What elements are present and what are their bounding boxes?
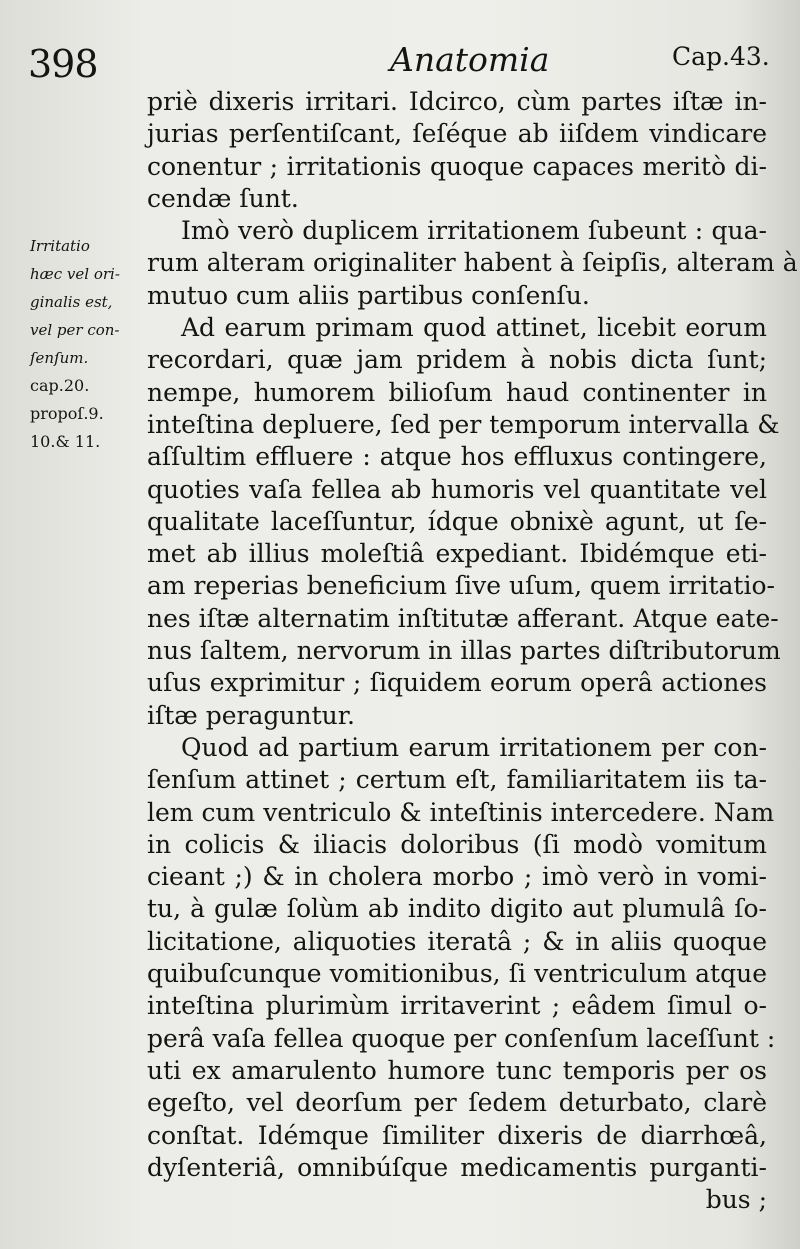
text-line: uſus exprimitur ; ſiquidem eorum operâ actiones — [147, 668, 767, 698]
margin-note-line: ginalis est, — [30, 293, 113, 311]
text-line: quoties vaſa fellea ab humoris vel quantitate vel — [147, 474, 767, 504]
text-line: aſſultim effluere : atque hos effluxus contingere, — [147, 442, 767, 472]
text-line: Imò verò duplicem irritationem ſubeunt : qua- — [181, 216, 767, 246]
text-line: qualitate laceſſuntur, ídque obnixè agunt, ut ſe- — [147, 506, 767, 536]
text-line: iſtæ peraguntur. — [147, 700, 355, 730]
text-line: dyſenteriâ, omnibúſque medicamentis purganti- — [147, 1152, 767, 1182]
text-line: rum alteram originaliter habent à ſeipſis, alteram à — [147, 248, 798, 278]
text-line: met ab illius moleſtiâ expediant. Ibidémque eti- — [147, 539, 767, 569]
text-line: perâ vaſa fellea quoque per conſenſum laceſſunt : — [147, 1023, 776, 1053]
margin-note-line: vel per con- — [30, 321, 120, 339]
text-line: conentur ; irritationis quoque capaces meritò di- — [147, 151, 767, 181]
text-line: ſenſum attinet ; certum eſt, familiaritatem iis ta- — [147, 765, 767, 795]
text-line: am reperias beneficium ſive uſum, quem irritatio- — [147, 571, 775, 601]
text-line: recordari, quæ jam pridem à nobis dicta ſunt; — [147, 345, 767, 375]
margin-note-line: Irritatio — [30, 237, 90, 255]
text-line: Quod ad partium earum irritationem per con- — [181, 732, 767, 762]
text-line: nes iſtæ alternatim inſtitutæ afferant. Atque eate- — [147, 603, 779, 633]
text-line: quibuſcunque vomitionibus, ſi ventriculum atque — [147, 959, 767, 989]
text-line: nus ſaltem, nervorum in illas partes diſtributorum — [147, 636, 781, 666]
text-line: uti ex amarulento humore tunc temporis per os — [147, 1055, 767, 1085]
running-title: Anatomia — [390, 40, 550, 79]
text-line: inteſtina plurimùm irritaverint ; eâdem ſimul o- — [147, 991, 767, 1021]
text-line: conſtat. Idémque ſimiliter dixeris de diarrhœâ, — [147, 1120, 767, 1150]
chapter-label: Cap.43. — [672, 42, 770, 71]
margin-note-line: ſenſum. — [30, 349, 89, 367]
text-line: egeſto, vel deorſum per ſedem deturbato, clarè — [147, 1088, 767, 1118]
text-line: tu, à gulæ ſolùm ab indito digito aut plumulâ ſo- — [147, 894, 767, 924]
margin-note — [30, 232, 138, 456]
text-line: in colicis & iliacis doloribus (ſi modò vomitum — [147, 829, 767, 859]
body-text — [147, 86, 798, 1216]
margin-note-reference: 10.& 11. — [30, 432, 101, 451]
catchword: bus ; — [705, 1185, 767, 1215]
text-line: lem cum ventriculo & inteſtinis intercedere. Nam — [147, 797, 775, 827]
text-line: mutuo cum aliis partibus conſenſu. — [147, 280, 590, 310]
page-number: 398 — [28, 42, 98, 86]
margin-note-reference: propoſ.9. — [30, 404, 104, 423]
margin-note-line: hæc vel ori- — [30, 265, 120, 283]
text-line: inteſtina depluere, ſed per temporum intervalla & — [147, 409, 780, 439]
text-line: cieant ;) & in cholera morbo ; imò verò in vomi- — [147, 862, 767, 892]
text-line: licitatione, aliquoties iteratâ ; & in aliis quoque — [147, 926, 767, 956]
text-line: cendæ ſunt. — [147, 183, 299, 213]
margin-note-reference: cap.20. — [30, 376, 90, 395]
text-line: jurias perſentiſcant, ſeſéque ab iiſdem vindicare — [147, 119, 767, 149]
text-line: Ad earum primam quod attinet, licebit eorum — [181, 313, 767, 343]
text-line: priè dixeris irritari. Idcirco, cùm partes iſtæ in- — [147, 87, 767, 116]
text-line: nempe, humorem bilioſum haud continenter in — [147, 377, 767, 407]
